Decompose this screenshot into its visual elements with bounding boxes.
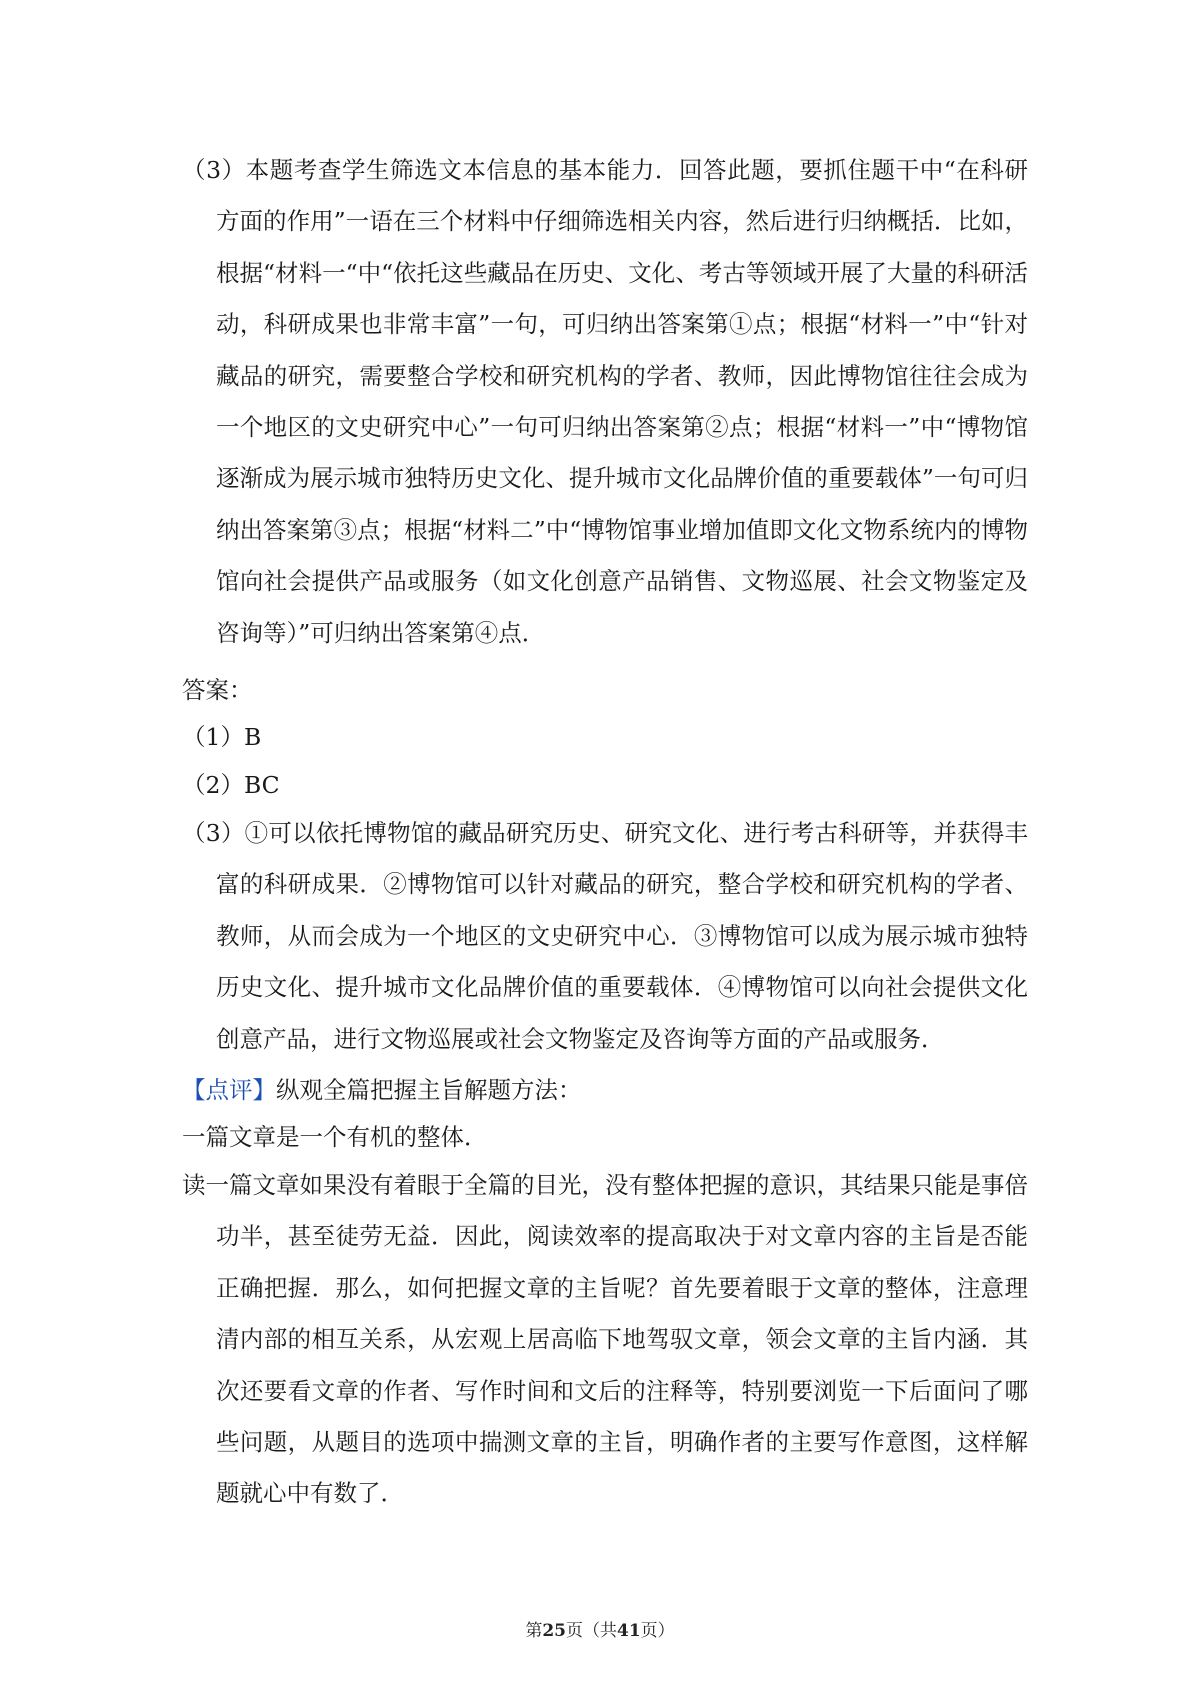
review-line-1: 一篇文章是一个有机的整体． — [182, 1123, 488, 1151]
page-footer — [0, 1616, 1200, 1641]
footer-middle: 页（共 — [566, 1621, 617, 1641]
answer-item-2: （2）BC — [182, 771, 280, 799]
review-heading — [182, 1065, 1028, 1116]
review-tag: 【点评】 — [182, 1076, 276, 1104]
answer-item-3: （3）①可以依托博物馆的藏品研究历史、研究文化、进行考古科研等，并获得丰富的科研成果．②博物馆可以针对藏品的研究，整合学校和研究机构的学者、教师，从而会成为一个地区的文史研究中心．③博物馆可以成为展示城市独特历史文化、提升城市文化品牌价值的重要载体．④博物馆可以向社会提供文化创意产品，进行文物巡展或社会文物鉴定及咨询等方面的产品或服务． — [182, 819, 1028, 1053]
answer-heading: 答案： — [182, 676, 253, 704]
review-title: 纵观全篇把握主旨解题方法： — [276, 1076, 582, 1104]
review-line-2: 读一篇文章如果没有着眼于全篇的目光，没有整体把握的意识，其结果只能是事倍功半，甚至徒劳无益．因此，阅读效率的提高取决于对文章内容的主旨是否能正确把握．那么，如何把握文章的主旨呢？首先要着眼于文章的整体，注意理清内部的相互关系，从宏观上居高临下地驾驭文章，领会文章的主旨内涵．其次还要看文章的作者、写作时间和文后的注释等，特别要浏览一下后面问了哪些问题，从题目的选项中揣测文章的主旨，明确作者的主要写作意图，这样解题就心中有数了． — [182, 1171, 1028, 1508]
analysis-paragraph-3: （3）本题考查学生筛选文本信息的基本能力．回答此题，要抓住题干中“在科研方面的作用”一语在三个材料中仔细筛选相关内容，然后进行归纳概括．比如，根据“材料一“中“依托这些藏品在历史、文化、考古等领域开展了大量的科研活动，科研成果也非常丰富”一句，可归纳出答案第①点；根据“材料一”中“针对藏品的研究，需要整合学校和研究机构的学者、教师，因此博物馆往往会成为一个地区的文史研究中心”一句可归纳出答案第②点；根据“材料一”中“博物馆逐渐成为展示城市独特历史文化、提升城市文化品牌价值的重要载体”一句可归纳出答案第③点；根据“材料二”中“博物馆事业增加值即文化文物系统内的博物馆向社会提供产品或服务（如文化创意产品销售、文物巡展、社会文物鉴定及咨询等）”可归纳出答案第④点． — [182, 156, 1028, 647]
footer-suffix: 页） — [640, 1621, 675, 1641]
footer-total-pages: 41 — [617, 1621, 641, 1641]
footer-page-number: 25 — [542, 1621, 566, 1641]
footer-prefix: 第 — [525, 1621, 543, 1641]
answer-item-1: （1）B — [182, 723, 262, 751]
